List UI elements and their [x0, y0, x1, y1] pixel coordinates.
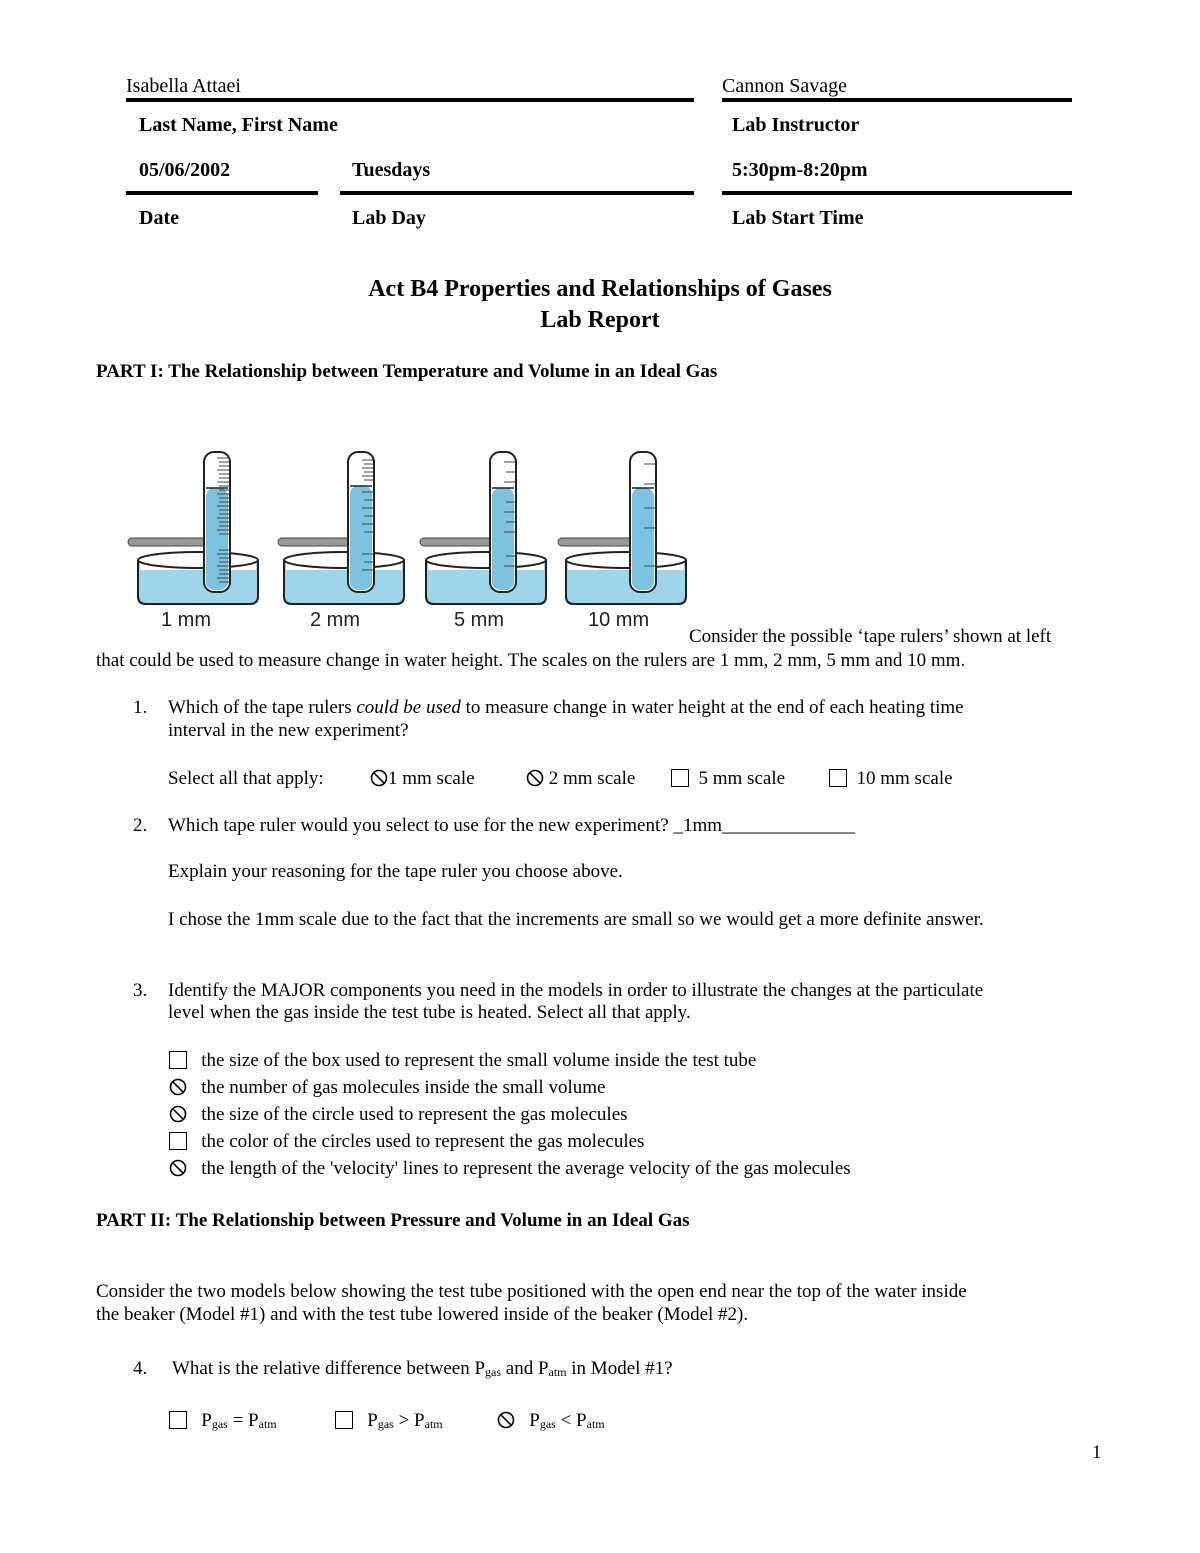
checkbox-empty-icon	[829, 769, 847, 787]
part1-intro-line2: that could be used to measure change in water height. The scales on the rulers are 1 mm, 2 mm, 5 mm and 10 mm.	[96, 650, 966, 671]
checkbox-empty-icon	[169, 1132, 187, 1150]
test-tube-5mm	[420, 452, 546, 604]
q3-option-velocity-lines-label: the length of the 'velocity' lines to represent the average velocity of the gas molecules	[201, 1158, 851, 1179]
q3-number: 3.	[133, 980, 148, 1001]
checkbox-empty-icon	[671, 769, 689, 787]
name-label: Last Name, First Name	[139, 114, 338, 136]
q1-text	[168, 697, 964, 719]
q4-sub-gas: gas	[485, 1365, 502, 1379]
q3-option-velocity-lines[interactable]	[169, 1158, 851, 1180]
test-tube-10mm	[558, 452, 686, 604]
q2-answer[interactable]: _1mm______________	[673, 815, 855, 836]
q2-number: 2.	[133, 815, 148, 836]
q4-opt1-p1: P	[201, 1410, 212, 1431]
day-label: Lab Day	[352, 207, 426, 229]
label-10mm: 10 mm	[588, 609, 650, 631]
q4-opt2-s2: atm	[424, 1417, 443, 1431]
q1-option-5mm[interactable]	[671, 768, 785, 790]
q4-opt3-s2: atm	[586, 1417, 605, 1431]
q4-text-b: and P	[501, 1358, 549, 1379]
q4-text-a: What is the relative difference between P	[172, 1358, 486, 1379]
q3-option-circle-size[interactable]	[169, 1104, 628, 1126]
q3-option-circle-size-label: the size of the circle used to represent the gas molecules	[201, 1104, 628, 1125]
instructor-rule	[722, 98, 1072, 102]
q2-explain-answer[interactable]: I chose the 1mm scale due to the fact that the increments are small so we would get a more definite answer.	[168, 909, 984, 930]
date-label: Date	[139, 207, 179, 229]
q4-opt1-s1: gas	[211, 1417, 228, 1431]
q1-number: 1.	[133, 697, 148, 718]
q1-option-2mm-label: 2 mm scale	[548, 768, 636, 789]
q4-question	[172, 1358, 673, 1380]
q1-option-10mm-label: 10 mm scale	[856, 768, 953, 789]
no-symbol-icon	[526, 769, 544, 787]
q4-opt2-p1: P	[367, 1410, 378, 1431]
date-rule	[126, 191, 318, 195]
part1-intro-line1: Consider the possible ‘tape rulers’ shown at left	[689, 626, 1052, 647]
q4-opt2-s1: gas	[377, 1417, 394, 1431]
q4-opt1-p2: P	[248, 1410, 259, 1431]
time-label: Lab Start Time	[732, 207, 864, 229]
q1-text-emphasis: could be used	[356, 697, 461, 718]
q4-opt1-s2: atm	[258, 1417, 277, 1431]
q4-opt1-op: =	[227, 1410, 249, 1431]
part2-heading-b: : The Relationship between Pressure and Volume in an Ideal Gas	[164, 1210, 690, 1231]
q3-option-circle-color-label: the color of the circles used to represent the gas molecules	[201, 1131, 645, 1152]
part2-heading	[96, 1210, 690, 1232]
q2-explain-prompt: Explain your reasoning for the tape ruler you choose above.	[168, 861, 623, 882]
label-1mm: 1 mm	[161, 609, 211, 631]
part2-intro-line1: Consider the two models below showing the test tube positioned with the open end near the top of the water inside	[96, 1281, 967, 1302]
q3-option-molecule-count-label: the number of gas molecules inside the small volume	[201, 1077, 606, 1098]
q1-text-a: Which of the tape rulers	[168, 697, 357, 718]
q4-option-equal[interactable]	[169, 1410, 277, 1432]
q1-option-5mm-label: 5 mm scale	[698, 768, 786, 789]
q4-opt3-p1: P	[529, 1410, 540, 1431]
time-rule	[722, 191, 1072, 195]
q4-opt2-op: >	[393, 1410, 415, 1431]
q4-option-less[interactable]	[497, 1410, 605, 1432]
q1-option-10mm[interactable]	[829, 768, 953, 790]
instructor-label: Lab Instructor	[732, 114, 860, 136]
q1-option-1mm[interactable]	[370, 768, 475, 790]
q1-text-line2: interval in the new experiment?	[168, 720, 409, 741]
checkbox-empty-icon	[169, 1411, 187, 1429]
no-symbol-icon	[497, 1411, 515, 1429]
part2-heading-a: PART II	[96, 1210, 165, 1231]
label-2mm: 2 mm	[310, 609, 360, 631]
no-symbol-icon	[169, 1159, 187, 1177]
q3-option-box-size[interactable]	[169, 1050, 756, 1072]
part1-heading: PART I: The Relationship between Temperature and Volume in an Ideal Gas	[96, 361, 718, 382]
page-number: 1	[1092, 1442, 1102, 1463]
student-name: Isabella Attaei	[126, 75, 241, 97]
instructor-name: Cannon Savage	[722, 75, 847, 97]
tape-ruler-figure	[126, 446, 696, 636]
document-subtitle: Lab Report	[540, 307, 660, 333]
no-symbol-icon	[169, 1078, 187, 1096]
checkbox-empty-icon	[335, 1411, 353, 1429]
test-tube-2mm	[278, 452, 404, 604]
q1-option-2mm[interactable]	[526, 768, 635, 790]
q1-text-b: to measure change in water height at the end of each heating time	[460, 697, 964, 718]
q2-text: Which tape ruler would you select to use for the new experiment?	[168, 815, 674, 836]
q2-question	[168, 815, 855, 837]
day-rule	[340, 191, 694, 195]
q4-text-c: in Model #1?	[566, 1358, 673, 1379]
q1-option-1mm-label: 1 mm scale	[388, 768, 475, 789]
q3-option-box-size-label: the size of the box used to represent the small volume inside the test tube	[201, 1050, 757, 1071]
day-value: Tuesdays	[352, 159, 431, 181]
q4-option-greater[interactable]	[335, 1410, 443, 1432]
no-symbol-icon	[370, 769, 388, 787]
no-symbol-icon	[169, 1105, 187, 1123]
q1-select-label: Select all that apply:	[168, 768, 324, 789]
q4-opt3-s1: gas	[539, 1417, 556, 1431]
label-5mm: 5 mm	[454, 609, 504, 631]
name-rule	[126, 98, 694, 102]
q4-opt3-p2: P	[576, 1410, 587, 1431]
part2-intro-line2: the beaker (Model #1) and with the test tube lowered inside of the beaker (Model #2).	[96, 1304, 749, 1325]
date-value: 05/06/2002	[139, 159, 231, 181]
q3-option-molecule-count[interactable]	[169, 1077, 605, 1099]
time-value: 5:30pm-8:20pm	[732, 159, 868, 181]
document-title: Act B4 Properties and Relationships of Gases	[368, 276, 832, 302]
checkbox-empty-icon	[169, 1051, 187, 1069]
q4-opt2-p2: P	[414, 1410, 425, 1431]
q4-opt3-op: <	[555, 1410, 577, 1431]
q4-number: 4.	[133, 1358, 148, 1379]
q3-line1: Identify the MAJOR components you need in the models in order to illustrate the changes at the particulate	[168, 980, 984, 1001]
q3-option-circle-color[interactable]	[169, 1131, 644, 1153]
q3-line2: level when the gas inside the test tube is heated. Select all that apply.	[168, 1002, 691, 1023]
q4-sub-atm: atm	[548, 1365, 567, 1379]
test-tube-1mm	[128, 452, 258, 604]
